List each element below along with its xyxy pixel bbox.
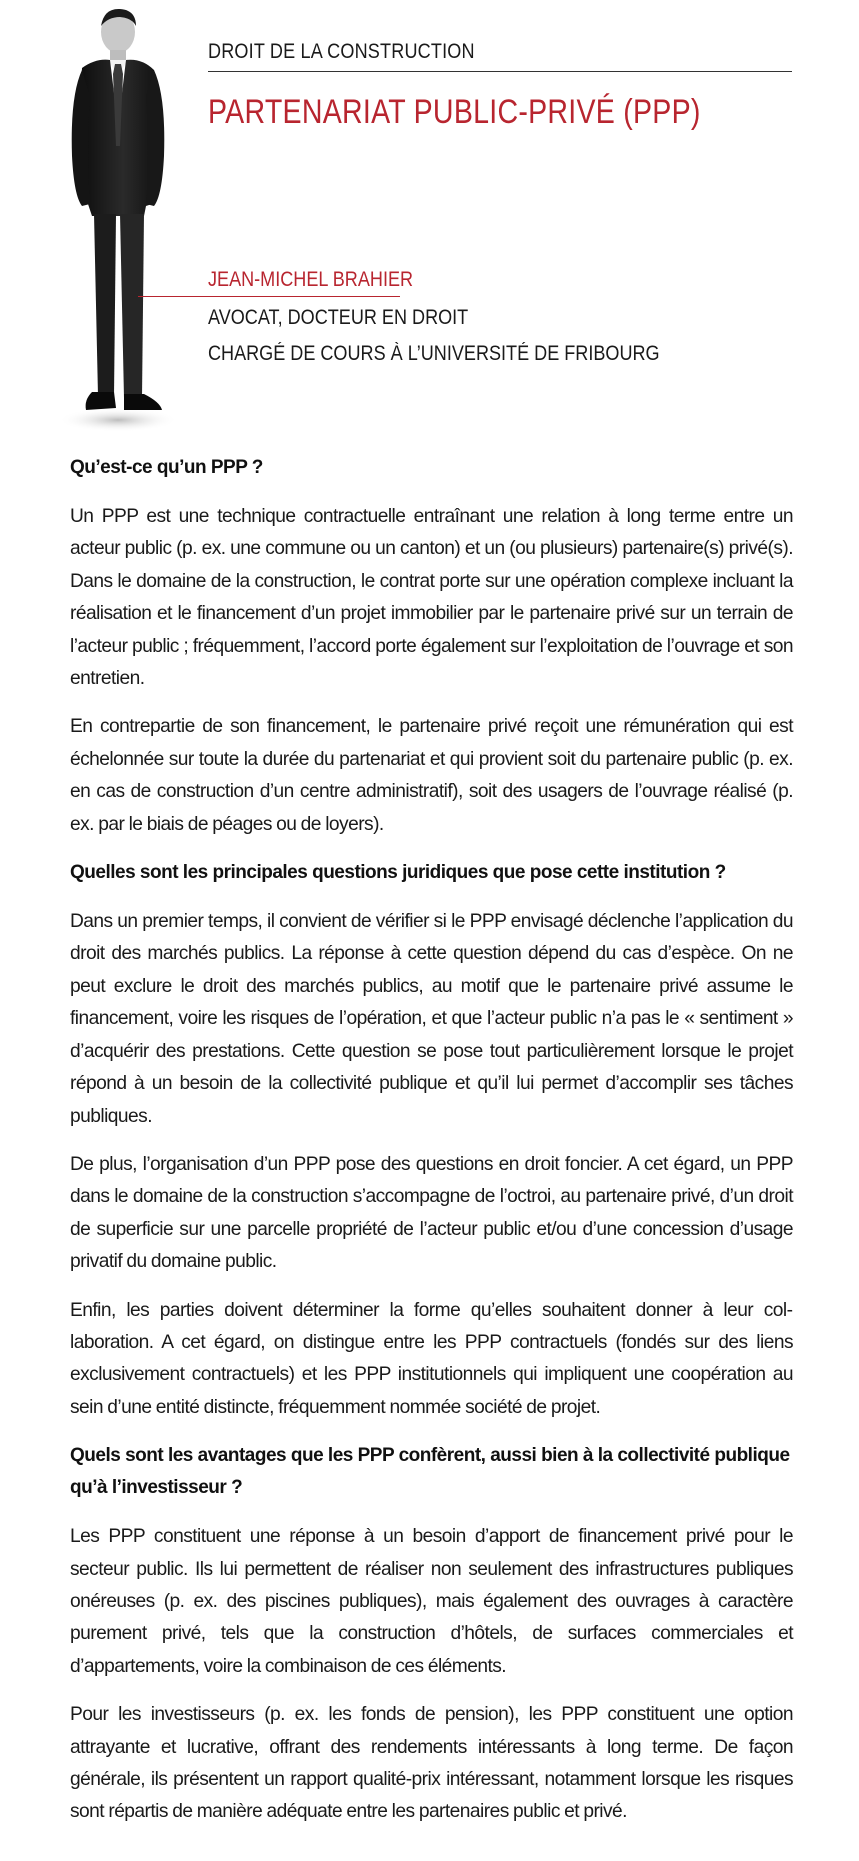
portrait-photo [52,6,184,436]
section-heading: Quels sont les avantages que les PPP confèrent, aussi bien à la collectivité publique qu’à l’investisseur ? [70,1445,790,1499]
paragraph: Dans un premier temps, il convient de vérifier si le PPP envisagé déclenche l’application du droit des marchés publics. La réponse à cette question dépend du cas d’espèce. On ne peut exclure le droit des marchés publics, au motif que le partenaire privé assume le financement, voire les risques de l’opération, et que l’acteur public n’a pas le « sentiment » d’acquérir des prestations. Cette question se pose tout particulièrement lorsque le projet répond à un besoin de la collectivité publique et qu’il lui permet d’accomplir ses tâches publiques. [70,911,793,1127]
paragraph: En contrepartie de son financement, le partenaire privé reçoit une rémunération qui est échelonnée sur toute la durée du partenariat et qui provient soit du partenaire public (p. ex. en cas de construction d’un centre administratif), soit des usagers de l’ouvrage réalisé (p. ex. par le biais de péages ou de loyers). [70,716,793,835]
author-divider [138,296,400,297]
page-title: PARTENARIAT PUBLIC-PRIVÉ (PPP) [208,93,701,131]
paragraph: De plus, l’organisation d’un PPP pose des questions en droit foncier. A cet égard, un PPP dans le domaine de la construction s’accompagne de l’octroi, au partenaire privé, d’un droit de superficie sur une parcelle propriété de l’acteur public et/ou d’une concession d’usage privatif du domaine public. [70,1153,793,1273]
paragraph: Un PPP est une technique contractuelle entraînant une relation à long terme entre un acteur public (p. ex. une commune ou un canton) et un (ou plusieurs) partenaire(s) privé(s). Dans le domaine de la construction, le contrat porte sur une opération complexe incluant la réalisation et le financement d’un projet immobilier par le partenaire privé sur un terrain de l’acteur public ; fréquemment, l’accord porte également sur l’exploitation de l’ouvrage et son entretien. [70,506,793,690]
paragraph: Pour les investisseurs (p. ex. les fonds de pension), les PPP constituent une option attrayante et lucrative, offrant des rendements intéressants à long terme. De façon générale, ils présentent un rapport qualité-prix intéressant, notamment lorsque les risques sont répartis de manière adéquate entre les partenaires public et privé. [70,1704,793,1823]
section-heading: Qu’est-ce qu’un PPP ? [70,457,263,478]
author-position: CHARGÉ DE COURS À L’UNIVERSITÉ DE FRIBOURG [208,342,660,365]
paragraph: Enfin, les parties doivent déterminer la forme qu’elles souhaitent donner à leur collaboration. A cet égard, on distingue entre les PPP contractuels (fondés sur des liens exclusivement contractuels) et les PPP institutionnels qui impliquent une coopération au sein d’une entité distincte, fréquemment nommée société de projet. [70,1299,793,1418]
author-name: JEAN-MICHEL BRAHIER [208,268,414,291]
person-silhouette-icon [52,6,184,436]
section-label: DROIT DE LA CONSTRUCTION [208,40,475,63]
article-body [70,452,793,1845]
section-heading: Quelles sont les principales questions juridiques que pose cette institution ? [70,862,726,884]
header-divider [208,71,792,72]
author-role: AVOCAT, DOCTEUR EN DROIT [208,306,469,329]
paragraph: Les PPP constituent une réponse à un besoin d’apport de financement privé pour le secteur public. Ils lui permettent de réaliser non seulement des infrastructures publiques onéreuses (p. ex. des piscines publiques), mais également des ouvrages à caractère purement privé, tels que la construction d’hôtels, de surfaces commerciales et d’appartements, voire la combinaison de ces éléments. [70,1526,793,1677]
